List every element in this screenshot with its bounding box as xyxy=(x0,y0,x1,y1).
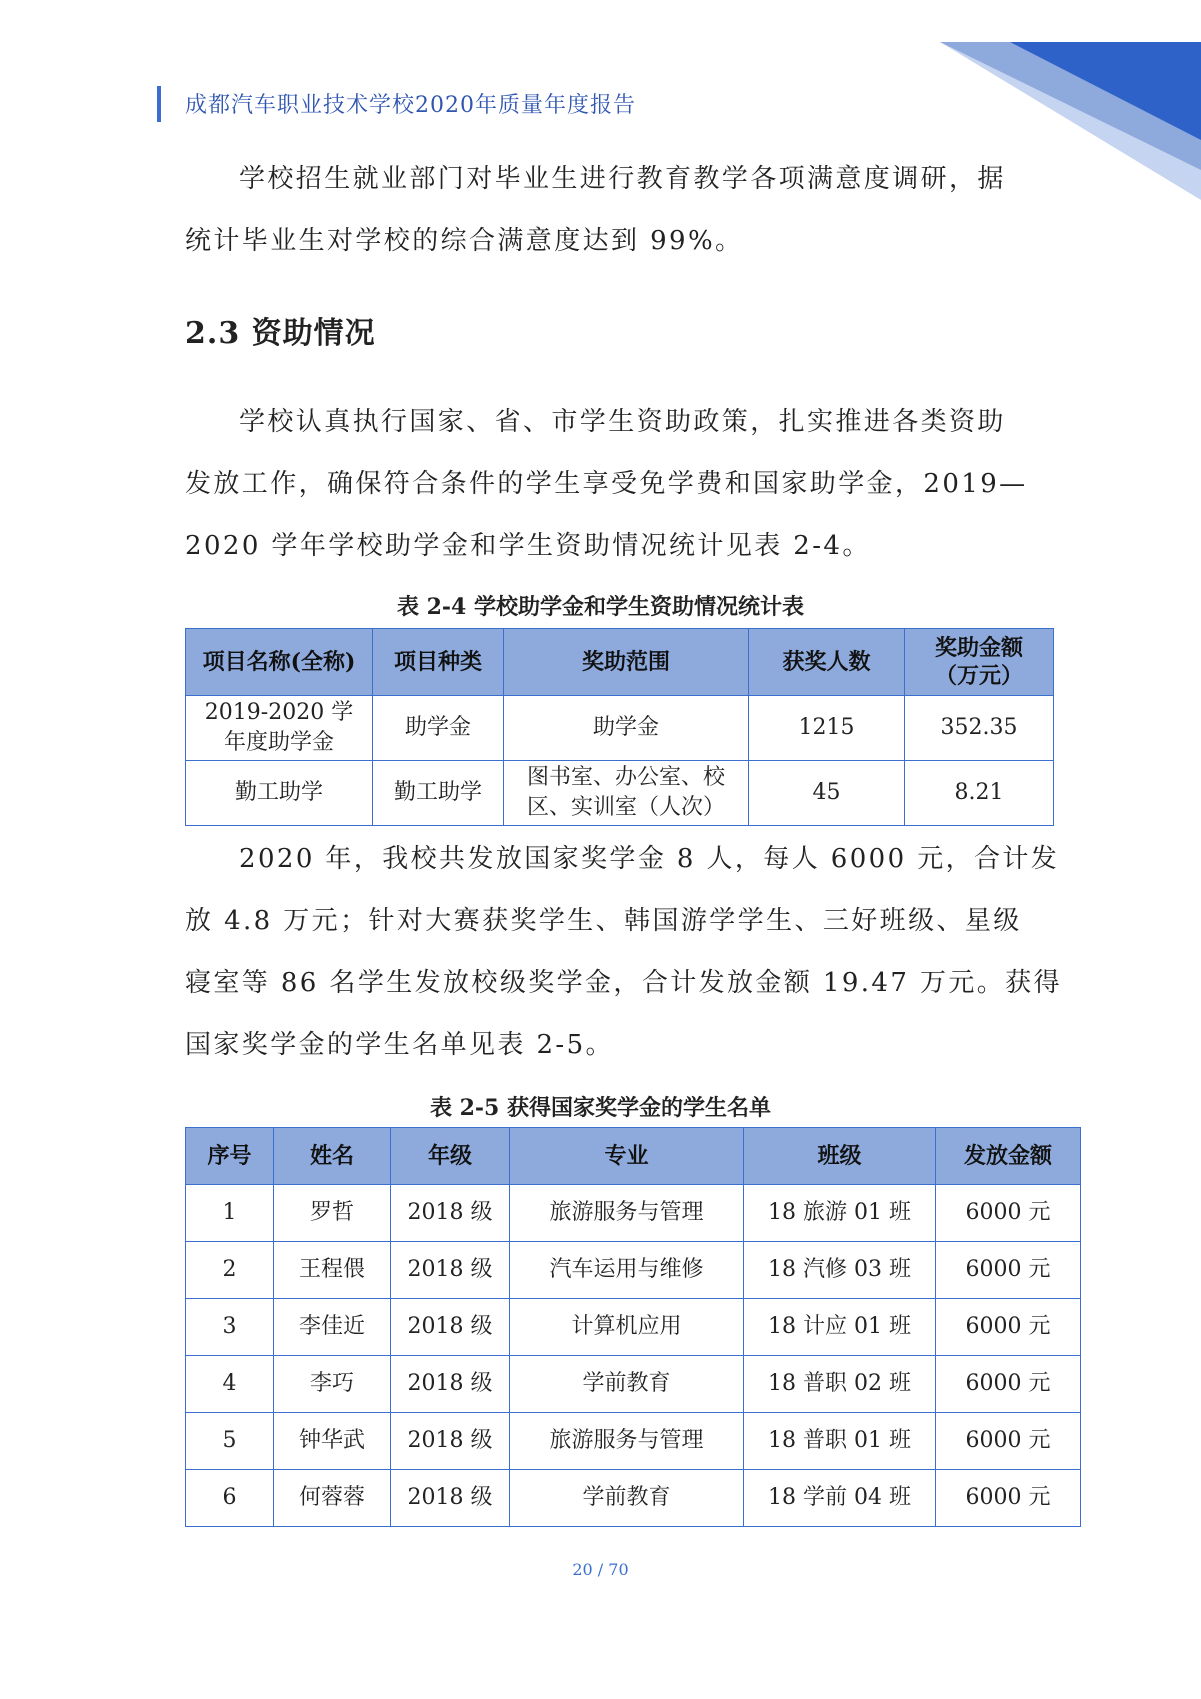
table-row xyxy=(186,1242,1081,1299)
paragraph-line: 2020 年，我校共发放国家奖学金 8 人，每人 6000 元，合计发 xyxy=(239,844,1060,874)
table-cell: 1215 xyxy=(749,696,905,761)
aid-paragraph xyxy=(185,391,1028,577)
table-row xyxy=(186,1299,1081,1356)
table-row xyxy=(186,1185,1081,1242)
table-cell: 2018 级 xyxy=(391,1413,510,1470)
table-cell: 18 学前 04 班 xyxy=(744,1470,936,1527)
table-cell: 2018 级 xyxy=(391,1470,510,1527)
column-header: 序号 xyxy=(186,1128,274,1185)
table-cell: 勤工助学 xyxy=(373,761,504,826)
column-header: 专业 xyxy=(510,1128,744,1185)
table-row xyxy=(186,1413,1081,1470)
table-cell: 李巧 xyxy=(274,1356,391,1413)
table-cell: 助学金 xyxy=(504,696,749,761)
scholarship-paragraph xyxy=(185,828,1062,1076)
table-cell: 图书室、办公室、校区、实训室（人次） xyxy=(504,761,749,826)
table-cell: 6000 元 xyxy=(936,1413,1081,1470)
table-cell: 2018 级 xyxy=(391,1299,510,1356)
column-header: 奖助金额（万元） xyxy=(905,629,1054,696)
aid-statistics-table xyxy=(185,628,1054,826)
table-cell: 6000 元 xyxy=(936,1185,1081,1242)
table-cell: 勤工助学 xyxy=(186,761,373,826)
section-heading: 2.3 资助情况 xyxy=(185,316,376,351)
table-cell: 6 xyxy=(186,1470,274,1527)
paragraph-line: 国家奖学金的学生名单见表 2-5。 xyxy=(185,1030,614,1060)
paragraph-line: 学校认真执行国家、省、市学生资助政策，扎实推进各类资助 xyxy=(239,407,1006,437)
paragraph-line: 寝室等 86 名学生发放校级奖学金，合计发放金额 19.47 万元。获得 xyxy=(185,968,1062,998)
table-cell: 352.35 xyxy=(905,696,1054,761)
table-cell: 计算机应用 xyxy=(510,1299,744,1356)
table-row xyxy=(186,761,1054,826)
table-cell: 助学金 xyxy=(373,696,504,761)
table-cell: 王程偎 xyxy=(274,1242,391,1299)
table-cell: 2 xyxy=(186,1242,274,1299)
column-header: 项目种类 xyxy=(373,629,504,696)
paragraph-line: 放 4.8 万元；针对大赛获奖学生、韩国游学学生、三好班级、星级 xyxy=(185,906,1022,936)
table-cell: 18 普职 02 班 xyxy=(744,1356,936,1413)
paragraph-line: 统计毕业生对学校的综合满意度达到 99%。 xyxy=(185,226,744,256)
paragraph-line: 2020 学年学校助学金和学生资助情况统计见表 2-4。 xyxy=(185,531,871,561)
table-cell: 李佳近 xyxy=(274,1299,391,1356)
table-cell: 2018 级 xyxy=(391,1356,510,1413)
table-cell: 3 xyxy=(186,1299,274,1356)
table-cell: 18 汽修 03 班 xyxy=(744,1242,936,1299)
table-cell: 18 计应 01 班 xyxy=(744,1299,936,1356)
table-cell: 何蓉蓉 xyxy=(274,1470,391,1527)
table-cell: 2018 级 xyxy=(391,1185,510,1242)
column-header: 获奖人数 xyxy=(749,629,905,696)
table-row xyxy=(186,1470,1081,1527)
table-cell: 旅游服务与管理 xyxy=(510,1413,744,1470)
table-cell: 5 xyxy=(186,1413,274,1470)
table-cell: 2019-2020 学年度助学金 xyxy=(186,696,373,761)
table-cell: 汽车运用与维修 xyxy=(510,1242,744,1299)
page-number: 20 / 70 xyxy=(572,1560,629,1579)
column-header: 奖助范围 xyxy=(504,629,749,696)
satisfaction-paragraph xyxy=(185,148,1021,272)
table-cell: 45 xyxy=(749,761,905,826)
table-cell: 18 旅游 01 班 xyxy=(744,1185,936,1242)
table-cell: 2018 级 xyxy=(391,1242,510,1299)
table-cell: 1 xyxy=(186,1185,274,1242)
report-header-title: 成都汽车职业技术学校2020年质量年度报告 xyxy=(185,93,636,118)
table-cell: 6000 元 xyxy=(936,1356,1081,1413)
table-cell: 旅游服务与管理 xyxy=(510,1185,744,1242)
table-cell: 罗哲 xyxy=(274,1185,391,1242)
table-cell: 4 xyxy=(186,1356,274,1413)
table-cell: 学前教育 xyxy=(510,1356,744,1413)
column-header: 项目名称(全称) xyxy=(186,629,373,696)
scholarship-recipients-table xyxy=(185,1127,1081,1527)
paragraph-line: 发放工作，确保符合条件的学生享受免学费和国家助学金，2019— xyxy=(185,469,1028,499)
table-header-row xyxy=(186,629,1054,696)
table-cell: 18 普职 01 班 xyxy=(744,1413,936,1470)
table-cell: 6000 元 xyxy=(936,1470,1081,1527)
header-accent-bar xyxy=(157,86,161,122)
table-cell: 8.21 xyxy=(905,761,1054,826)
column-header: 班级 xyxy=(744,1128,936,1185)
table-header-row xyxy=(186,1128,1081,1185)
table-cell: 学前教育 xyxy=(510,1470,744,1527)
column-header: 姓名 xyxy=(274,1128,391,1185)
table-row xyxy=(186,1356,1081,1413)
column-header: 年级 xyxy=(391,1128,510,1185)
table-2-4-caption: 表 2-4 学校助学金和学生资助情况统计表 xyxy=(396,594,805,620)
paragraph-line: 学校招生就业部门对毕业生进行教育教学各项满意度调研，据 xyxy=(239,164,1006,194)
table-2-5-caption: 表 2-5 获得国家奖学金的学生名单 xyxy=(429,1095,772,1121)
table-cell: 6000 元 xyxy=(936,1242,1081,1299)
table-row xyxy=(186,696,1054,761)
column-header: 发放金额 xyxy=(936,1128,1081,1185)
table-cell: 6000 元 xyxy=(936,1299,1081,1356)
table-cell: 钟华武 xyxy=(274,1413,391,1470)
